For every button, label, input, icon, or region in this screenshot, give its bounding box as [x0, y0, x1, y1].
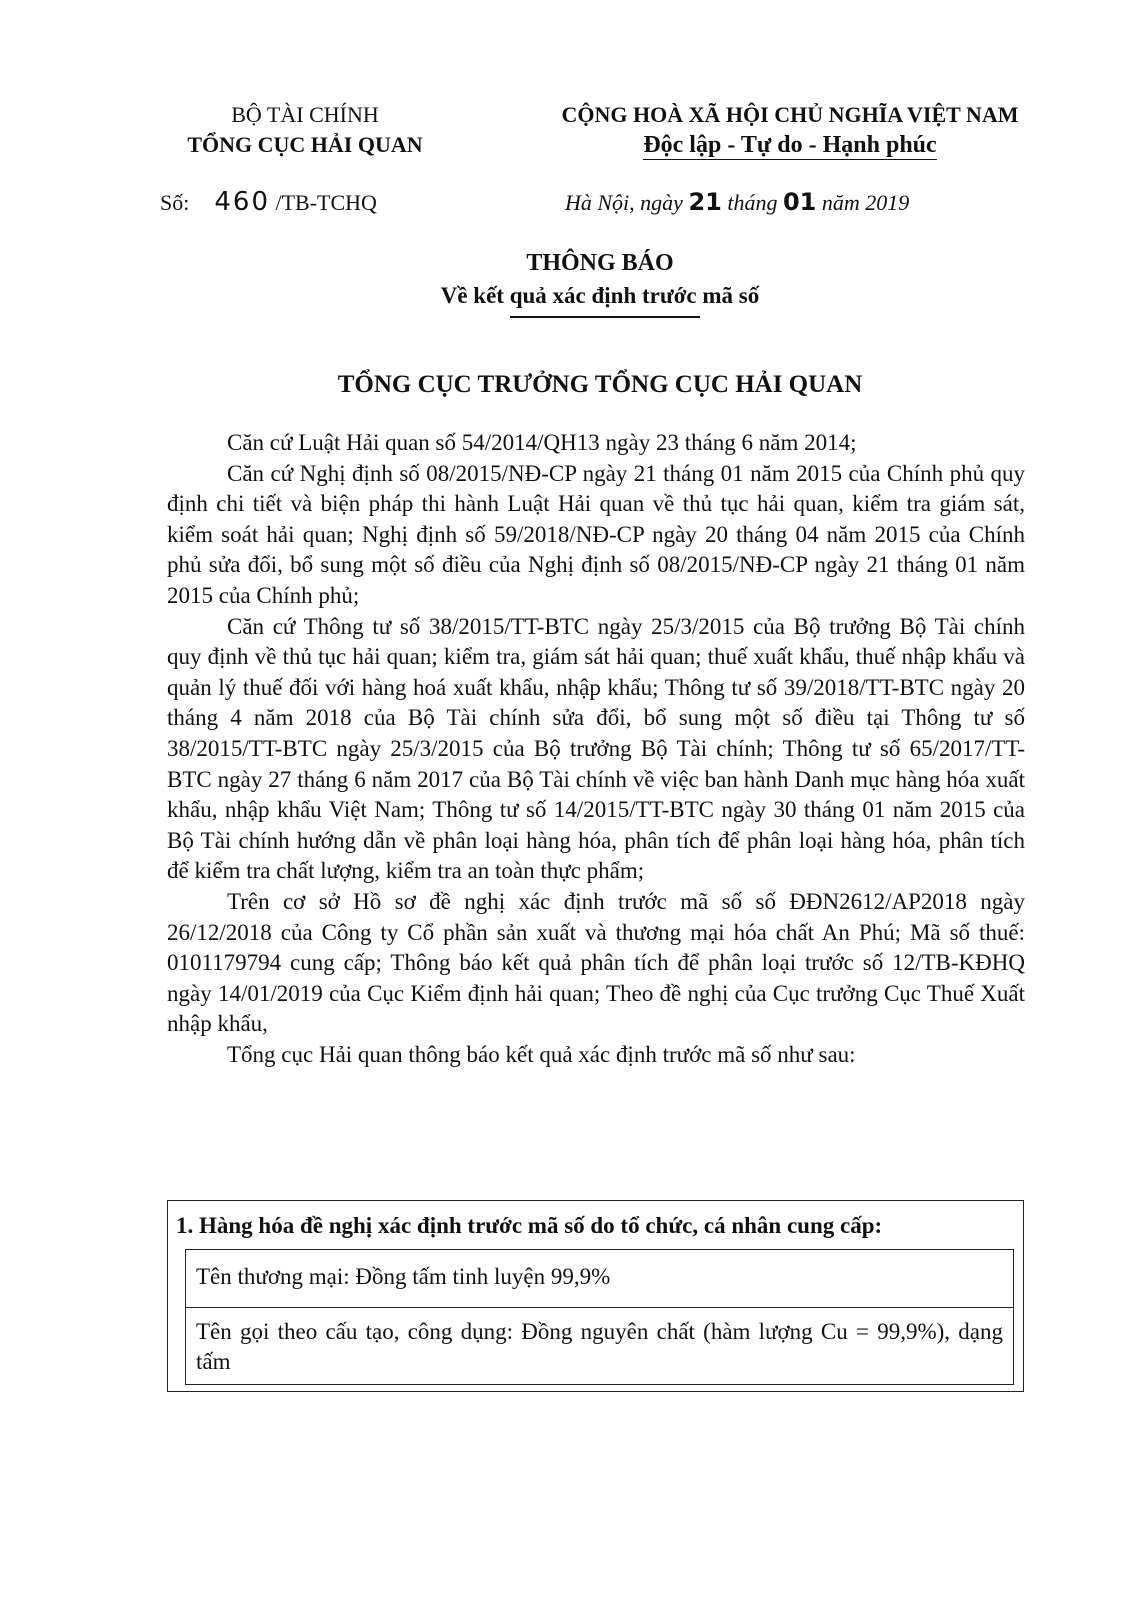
- doc-number-suffix: /TB-TCHQ: [275, 190, 377, 215]
- department-name: TỔNG CỤC HẢI QUAN: [187, 132, 423, 157]
- date-prefix: Hà Nội, ngày: [565, 190, 683, 215]
- section-1-title: 1. Hàng hóa đề nghị xác định trước mã số do tổ chức, cá nhân cung cấp:: [176, 1213, 883, 1238]
- body-paragraph: Căn cứ Luật Hải quan số 54/2014/QH13 ngày 23 tháng 6 năm 2014;: [227, 430, 857, 455]
- date-month-handwritten: 01: [782, 188, 817, 216]
- goods-details-box: [185, 1249, 1014, 1385]
- body-paragraph: Tổng cục Hải quan thông báo kết quả xác định trước mã số như sau:: [227, 1041, 856, 1067]
- document-title: THÔNG BÁO: [526, 250, 674, 276]
- authority-heading: TỔNG CỤC TRƯỞNG TỔNG CỤC HẢI QUAN: [337, 371, 863, 398]
- national-motto: [500, 130, 1080, 160]
- goods-info-table: [167, 1200, 1024, 1392]
- motto-text: Độc lập - Tự do - Hạnh phúc: [643, 132, 937, 158]
- document-number: [160, 187, 377, 218]
- body-paragraph: Trên cơ sở Hồ sơ đề nghị xác định trước mã số số ĐĐN2612/AP2018 ngày 26/12/2018 của Công ty Cổ phần sản xuất và thương mại hóa chất An Phú; Mã số thuế: 0101179794 cung cấp; Thông báo kết quả phân tích để phân loại trước số 12/TB-KĐHQ ngày 14/01/2019 của Cục Kiểm định hải quan; Theo đề nghị của Cục trưởng Cục Thuế Xuất nhập khẩu,: [167, 888, 1025, 1037]
- date-month-label: tháng: [727, 190, 778, 215]
- issuer-block: [140, 100, 470, 160]
- republic-name: CỘNG HOÀ XÃ HỘI CHỦ NGHĨA VIỆT NAM: [561, 102, 1019, 127]
- document-date: [565, 187, 909, 218]
- document-body: [167, 428, 1025, 1070]
- description-row: Tên gọi theo cấu tạo, công dụng: Đồng nguyên chất (hàm lượng Cu = 99,9%), dạng tấm: [196, 1319, 1003, 1374]
- national-header: [500, 100, 1080, 160]
- document-subtitle: Về kết quả xác định trước mã số: [440, 283, 760, 308]
- trade-name-row: Tên thương mại: Đồng tấm tinh luyện 99,9%: [186, 1250, 1013, 1308]
- body-paragraph: Căn cứ Thông tư số 38/2015/TT-BTC ngày 25/3/2015 của Bộ trưởng Bộ Tài chính quy định về thủ tục hải quan; kiểm tra, giám sát hải quan; thuế xuất khẩu, thuế nhập khẩu và quản lý thuế đối với hàng hoá xuất khẩu, nhập khẩu; Thông tư số 39/2018/TT-BTC ngày 20 tháng 4 năm 2018 của Bộ Tài chính sửa đổi, bổ sung một số điều tại Thông tư số 38/2015/TT-BTC ngày 25/3/2015 của Bộ trưởng Bộ Tài chính; Thông tư số 65/2017/TT-BTC ngày 27 tháng 6 năm 2017 của Bộ Tài chính về việc ban hành Danh mục hàng hóa xuất khẩu, nhập khẩu Việt Nam; Thông tư số 14/2015/TT-BTC ngày 30 tháng 01 năm 2015 của Bộ Tài chính hướng dẫn về phân loại hàng hóa, phân tích để phân loại hàng hóa, phân tích để kiểm tra chất lượng, kiểm tra an toàn thực phẩm;: [167, 613, 1025, 884]
- body-paragraph: Căn cứ Nghị định số 08/2015/NĐ-CP ngày 21 tháng 01 năm 2015 của Chính phủ quy định chi tiết và biện pháp thi hành Luật Hải quan về thủ tục hải quan, kiểm tra giám sát, kiểm soát hải quan; Nghị định số 59/2018/NĐ-CP ngày 20 tháng 04 năm 2015 của Chính phủ sửa đổi, bổ sung một số điều của Nghị định số 08/2015/NĐ-CP ngày 21 tháng 01 năm 2015 của Chính phủ;: [167, 460, 1025, 608]
- doc-number-handwritten: 460: [214, 187, 270, 217]
- date-day-handwritten: 21: [688, 188, 722, 216]
- title-underline: [510, 316, 700, 318]
- date-year: năm 2019: [821, 190, 910, 215]
- doc-number-label: Số:: [160, 190, 190, 215]
- ministry-name: BỘ TÀI CHÍNH: [231, 102, 379, 127]
